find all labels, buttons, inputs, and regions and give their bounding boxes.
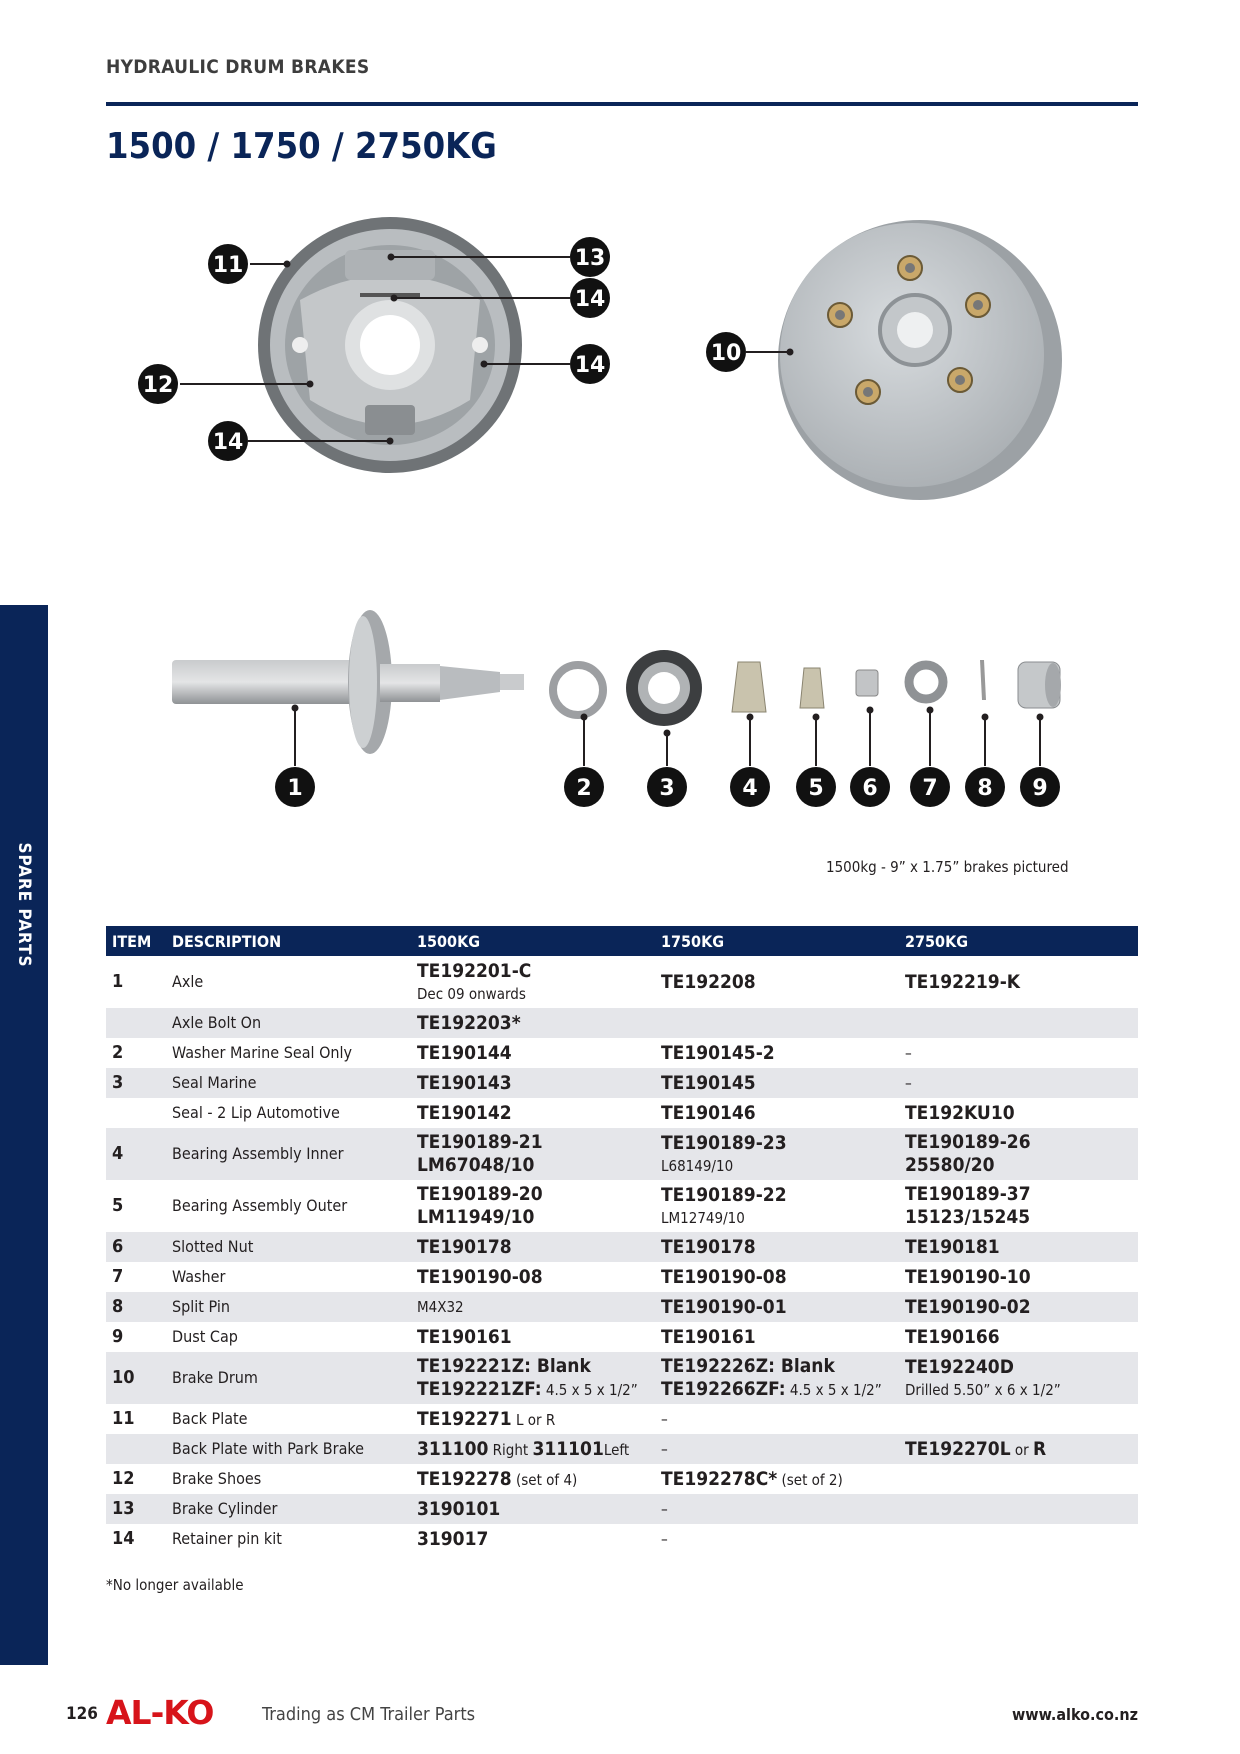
- cell-2750kg: [899, 1524, 1138, 1554]
- cell-2750kg: [899, 1464, 1138, 1494]
- table-row: [106, 956, 1138, 1008]
- callout-14a: 14: [212, 430, 244, 455]
- side-tab-label: SPARE PARTS: [14, 842, 34, 968]
- callout-4: 4: [742, 776, 758, 801]
- table-row: [106, 1262, 1138, 1292]
- cell-2750kg: TE192240D Drilled 5.50” x 6 x 1/2”: [899, 1352, 1138, 1404]
- description: Retainer pin kit: [172, 1529, 282, 1548]
- cell-2750kg: TE192219-K: [905, 970, 1021, 993]
- cell-1500kg: TE190190-08: [417, 1265, 543, 1288]
- description: Split Pin: [166, 1292, 411, 1322]
- table-row: [106, 1128, 1138, 1180]
- item-number: 8: [106, 1292, 166, 1322]
- section-label: HYDRAULIC DRUM BRAKES: [106, 56, 370, 78]
- description: Bearing Assembly Inner: [166, 1128, 411, 1180]
- cell-1750kg: TE190145-2: [661, 1041, 775, 1064]
- description: Back Plate with Park Brake: [166, 1434, 411, 1464]
- cell-1500kg: TE190178: [411, 1232, 655, 1262]
- header-1500kg: 1500KG: [411, 926, 655, 956]
- item-number: 13: [106, 1494, 166, 1524]
- callout-6: 6: [862, 776, 878, 801]
- table-row: [106, 1068, 1138, 1098]
- cell-1500kg: TE190143: [411, 1068, 655, 1098]
- table-header-row: [106, 926, 1138, 956]
- callout-5: 5: [808, 776, 824, 801]
- description: Brake Cylinder: [166, 1494, 411, 1524]
- cell-2750kg: TE192KU10: [905, 1101, 1015, 1124]
- item-number: 9: [112, 1326, 124, 1347]
- cell-2750kg: TE190166: [905, 1325, 1000, 1348]
- item-number: 1: [112, 971, 124, 992]
- description: Dust Cap: [172, 1327, 238, 1346]
- axle-image: [172, 610, 524, 754]
- cell-1750kg: TE190146: [661, 1101, 756, 1124]
- cell-1500kg: TE192203*: [411, 1008, 655, 1038]
- cell-1750kg: TE190178: [655, 1232, 899, 1262]
- table-row: [106, 1180, 1138, 1232]
- callout-14c: 14: [574, 353, 606, 378]
- callout-9: 9: [1032, 776, 1048, 801]
- cell-1750kg: –: [655, 1494, 899, 1524]
- cell-1500kg: TE190142: [417, 1101, 512, 1124]
- cell-1750kg: TE190145: [655, 1068, 899, 1098]
- cell-1750kg: TE190161: [661, 1325, 756, 1348]
- cell-2750kg: TE190190-10: [905, 1265, 1031, 1288]
- brake-drum-image: [778, 220, 1062, 500]
- header-description: DESCRIPTION: [166, 926, 411, 956]
- cell-1500kg: TE190189-20 LM11949/10: [417, 1183, 543, 1228]
- callout-1: 1: [287, 776, 303, 801]
- cell-1750kg: TE190189-22 LM12749/10: [661, 1183, 787, 1227]
- cell-2750kg: [899, 1404, 1138, 1434]
- description: Slotted Nut: [166, 1232, 411, 1262]
- cell-1500kg: TE190189-21 LM67048/10: [411, 1128, 655, 1180]
- callout-12: 12: [142, 373, 174, 398]
- cell-1500kg: TE190144: [417, 1041, 512, 1064]
- item-number: 14: [112, 1528, 135, 1549]
- description: Washer: [172, 1267, 226, 1286]
- table-row: [106, 1098, 1138, 1128]
- cell-1750kg: –: [655, 1434, 899, 1464]
- item-number: 12: [112, 1468, 135, 1489]
- footnote: *No longer available: [106, 1576, 244, 1594]
- cell-1500kg: TE192221Z: Blank TE192221ZF: 4.5 x 5 x 1/2”: [411, 1352, 655, 1404]
- callout-13: 13: [574, 246, 606, 271]
- description: Washer Marine Seal Only: [172, 1043, 353, 1062]
- cell-1750kg: TE190189-23 L68149/10: [655, 1128, 899, 1180]
- svg-text:AL-KO: AL-KO: [106, 1694, 214, 1730]
- callout-2: 2: [576, 776, 592, 801]
- callout-11: 11: [212, 253, 244, 278]
- cell-1500kg: TE192271 L or R: [417, 1407, 556, 1430]
- description: Axle Bolt On: [166, 1008, 411, 1038]
- table-row: [106, 1434, 1138, 1464]
- description: Brake Drum: [166, 1352, 411, 1404]
- description: Back Plate: [172, 1409, 248, 1428]
- item-number: 7: [112, 1266, 124, 1287]
- table-row: [106, 1008, 1138, 1038]
- page-number: 126: [66, 1704, 98, 1724]
- item-number: 3: [106, 1068, 166, 1098]
- table-row: [106, 1404, 1138, 1434]
- cell-2750kg: –: [905, 1044, 912, 1062]
- website-url[interactable]: www.alko.co.nz: [1012, 1705, 1138, 1724]
- cell-1750kg: TE190190-01: [655, 1292, 899, 1322]
- table-row: [106, 1464, 1138, 1494]
- description: Brake Shoes: [172, 1469, 262, 1488]
- item-number: 10: [106, 1352, 166, 1404]
- parts-table: [106, 926, 1138, 1554]
- table-row: [106, 1494, 1138, 1524]
- cell-2750kg: TE190181: [899, 1232, 1138, 1262]
- cell-1500kg: 311100 Right 311101Left: [411, 1434, 655, 1464]
- page-title: 1500 / 1750 / 2750KG: [106, 126, 497, 167]
- cell-1750kg: –: [661, 1530, 668, 1548]
- description: Bearing Assembly Outer: [172, 1196, 348, 1215]
- item-number: 2: [112, 1042, 124, 1063]
- callout-3: 3: [659, 776, 675, 801]
- item-number: 11: [112, 1408, 135, 1429]
- trading-as-text: Trading as CM Trailer Parts: [262, 1704, 476, 1725]
- table-row: [106, 1292, 1138, 1322]
- item-number: [106, 1434, 166, 1464]
- cell-1750kg: [655, 1008, 899, 1038]
- cell-2750kg: –: [899, 1068, 1138, 1098]
- cell-1750kg: –: [661, 1410, 668, 1428]
- description: Axle: [172, 972, 204, 991]
- header-2750kg: 2750KG: [899, 926, 1138, 956]
- cell-1750kg: TE190190-08: [661, 1265, 787, 1288]
- cell-1750kg: TE192278C* (set of 2): [661, 1467, 843, 1490]
- cell-2750kg: TE190189-37 15123/15245: [905, 1183, 1031, 1228]
- cell-1500kg: 319017: [417, 1527, 489, 1550]
- table-row: [106, 1322, 1138, 1352]
- alko-logo: [106, 1694, 240, 1730]
- callout-14b: 14: [574, 287, 606, 312]
- cell-1750kg: TE192226Z: Blank TE192266ZF: 4.5 x 5 x 1/2”: [655, 1352, 899, 1404]
- table-row: [106, 1524, 1138, 1554]
- cell-1500kg: TE192201-C Dec 09 onwards: [417, 959, 532, 1003]
- cell-2750kg: TE190189-26 25580/20: [899, 1128, 1138, 1180]
- item-number: [106, 1008, 166, 1038]
- table-row: [106, 1232, 1138, 1262]
- cell-1750kg: TE192208: [661, 970, 756, 993]
- item-number: 4: [106, 1128, 166, 1180]
- description: Seal - 2 Lip Automotive: [172, 1103, 340, 1122]
- item-number: 5: [112, 1195, 124, 1216]
- cell-2750kg: [899, 1494, 1138, 1524]
- callout-8: 8: [977, 776, 993, 801]
- header-1750kg: 1750KG: [655, 926, 899, 956]
- cell-1500kg: M4X32: [411, 1292, 655, 1322]
- cell-1500kg: 3190101: [411, 1494, 655, 1524]
- header-item: ITEM: [106, 926, 166, 956]
- figure-caption: 1500kg - 9” x 1.75” brakes pictured: [826, 858, 1069, 876]
- table-row: [106, 1038, 1138, 1068]
- item-number: 6: [106, 1232, 166, 1262]
- cell-2750kg: [899, 1008, 1138, 1038]
- cell-2750kg: TE192270L or R: [899, 1434, 1138, 1464]
- callout-7: 7: [922, 776, 938, 801]
- cell-1500kg: TE192278 (set of 4): [417, 1467, 578, 1490]
- cell-2750kg: TE190190-02: [899, 1292, 1138, 1322]
- cell-1500kg: TE190161: [417, 1325, 512, 1348]
- callout-10: 10: [710, 341, 742, 366]
- table-row: [106, 1352, 1138, 1404]
- item-number: [106, 1098, 166, 1128]
- description: Seal Marine: [166, 1068, 411, 1098]
